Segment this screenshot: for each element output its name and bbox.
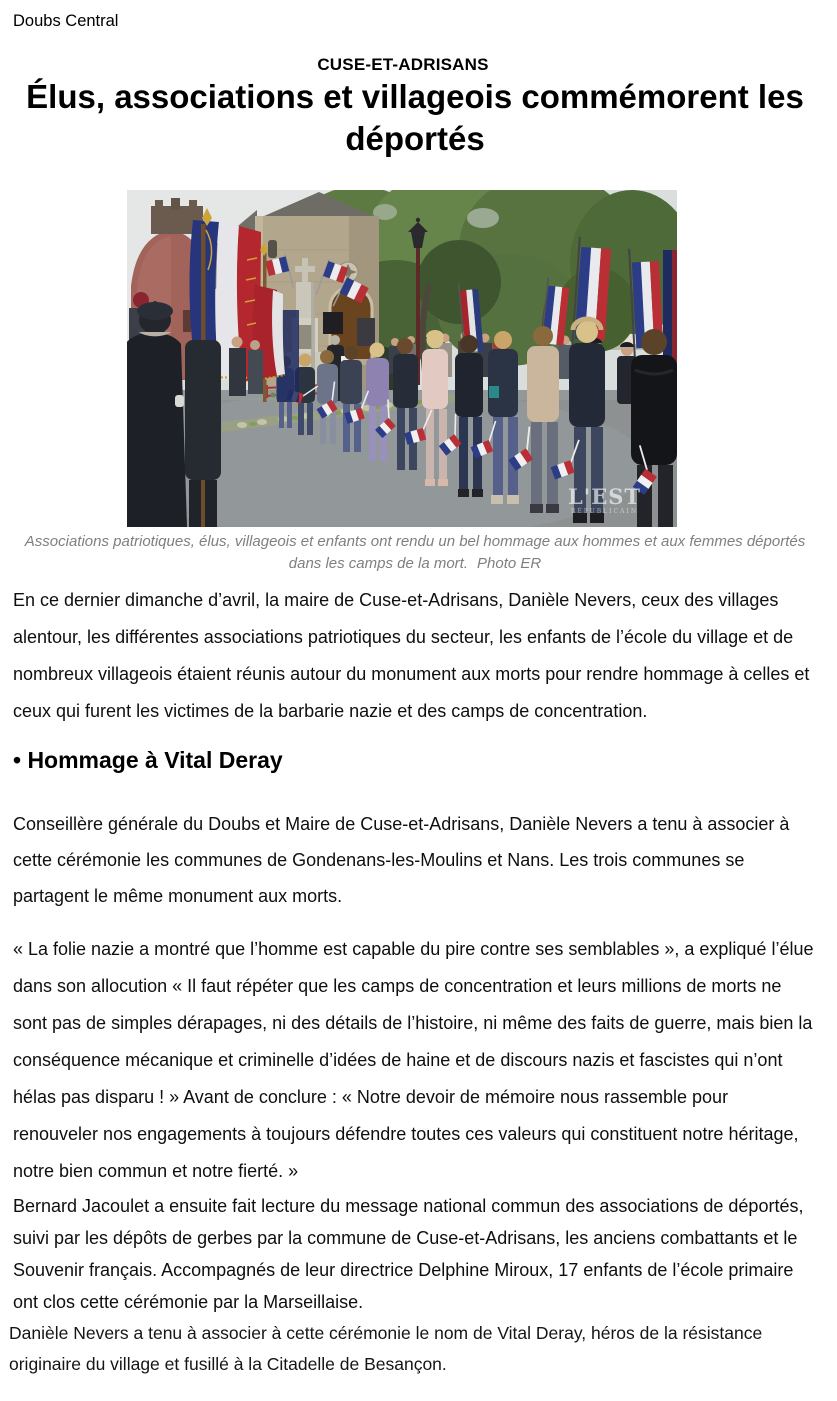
caption-text: Associations patriotiques, élus, villageois et enfants ont rendu un bel hommage aux hommes et aux femmes déportés dans les camps de la mort. bbox=[24, 533, 806, 572]
photo-caption bbox=[13, 531, 817, 575]
photo-watermark bbox=[568, 486, 641, 515]
paragraph-communes: Conseillère générale du Doubs et Maire de Cuse-et-Adrisans, Danièle Nevers a tenu à associer à cette cérémonie les communes de Gondenans-les-Moulins et Nans. Les trois communes se partagent le même monument aux morts. bbox=[13, 814, 790, 906]
title-line-2: déportés bbox=[345, 120, 485, 157]
article-photo bbox=[127, 190, 677, 527]
watermark-line-2: RÉPUBLICAIN bbox=[570, 508, 639, 515]
title-line-1: Élus, associations et villageois commémorent les bbox=[26, 78, 804, 115]
subheading-hommage: • Hommage à Vital Deray bbox=[13, 747, 283, 773]
paragraph-vital-deray: Danièle Nevers a tenu à associer à cette cérémonie le nom de Vital Deray, héros de la résistance originaire du village et fusillé à la Citadelle de Besançon. bbox=[9, 1323, 763, 1374]
section-kicker: CUSE-ET-ADRISANS bbox=[317, 55, 489, 74]
watermark-line-1: L'EST bbox=[568, 484, 641, 509]
photo-credit: Photo ER bbox=[477, 555, 542, 572]
paragraph-ceremony: Bernard Jacoulet a ensuite fait lecture du message national commun des associations de déportés, suivi par les dépôts de gerbes par la commune de Cuse-et-Adrisans, les anciens combattants et le Souvenir français. Accompagnés de leur directrice Delphine Miroux, 17 enfants de l’école primaire ont clos cette cérémonie par la Marseillaise. bbox=[13, 1196, 804, 1312]
paragraph-intro: En ce dernier dimanche d’avril, la maire de Cuse-et-Adrisans, Danièle Nevers, ceux des villages alentour, les différentes associations patriotiques du secteur, les enfants de l’école du village et de nombreux villageois étaient réunis autour du monument aux morts pour rendre hommage à celles et ceux qui furent les victimes de la barbarie nazie et des camps de concentration. bbox=[13, 590, 810, 721]
article-body bbox=[9, 0, 817, 1380]
article-figure bbox=[13, 190, 817, 575]
page-title bbox=[25, 76, 805, 160]
ceremony-photo-illustration bbox=[127, 190, 677, 527]
paragraph-quote: « La folie nazie a montré que l’homme est capable du pire contre ses semblables », a expliqué l’élue dans son allocution « Il faut répéter que les camps de concentration et leurs millions de morts ne sont pas de simples dérapages, ni des détails de l’histoire, ni même des faits de guerre, mais bien la conséquence mécanique et criminelle d’idées de haine et de discours nazis et fascistes qui n’ont hélas pas disparu ! » Avant de conclure : « Notre devoir de mémoire nous rassemble pour renouveler nos engagements à toujours défendre toutes ces valeurs qui constituent notre héritage, notre bien commun et notre fierté. » bbox=[13, 939, 814, 1181]
breadcrumb[interactable]: Doubs Central bbox=[13, 12, 119, 30]
